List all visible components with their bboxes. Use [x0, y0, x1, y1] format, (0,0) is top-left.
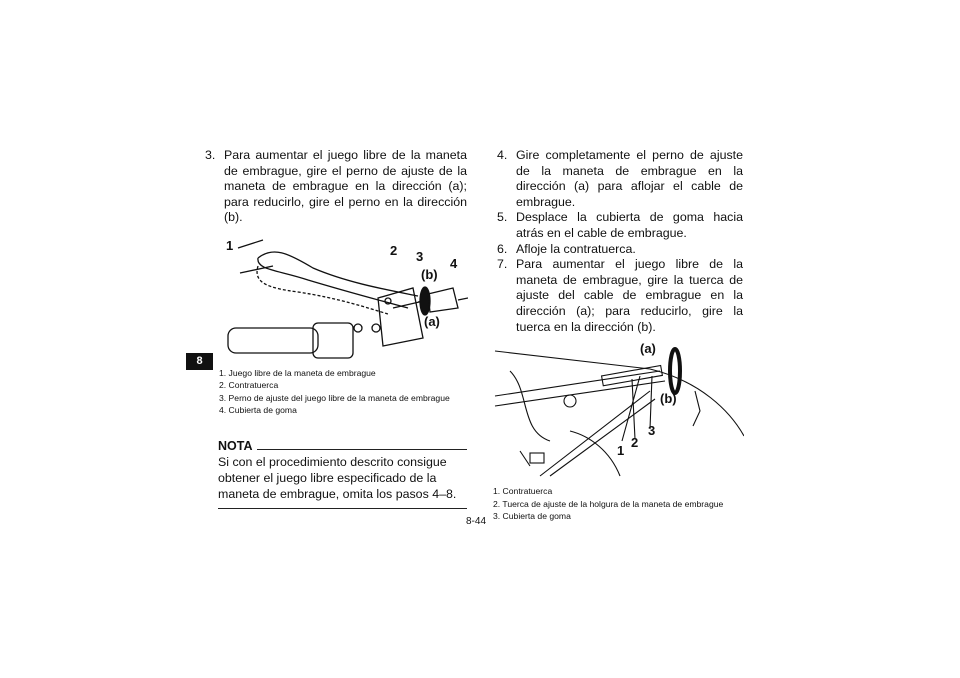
callout-b: (b) — [660, 391, 677, 407]
callout-a: (a) — [640, 341, 656, 357]
left-column — [205, 148, 467, 509]
callout-2: 2 — [390, 242, 398, 258]
clutch-cable-illustration — [490, 341, 744, 481]
callout-1: 1 — [226, 237, 234, 253]
callout-2: 2 — [631, 435, 639, 451]
callout-a: (a) — [424, 313, 440, 329]
callout-4: 4 — [450, 255, 458, 271]
figure1-captions: 1. Juego libre de la maneta de embrague 2. Contratuerca 3. Perno de ajuste del juego libre de la maneta de embrague 4. Cubierta de goma — [219, 367, 450, 416]
callout-b: (b) — [421, 266, 438, 282]
step-4: 4. Gire completamente el perno de ajuste de la maneta de embrague en la dirección (a) para aflojar el cable de embrague. — [497, 148, 743, 209]
note-title: NOTA — [218, 438, 253, 453]
figure2-captions: 1. Contratuerca 2. Tuerca de ajuste de la holgura de la maneta de embrague 3. Cubierta de goma — [493, 486, 724, 522]
note-text: Si con el procedimiento descrito consigue obtener el juego libre especificado de la maneta de embrague, omita los pasos 4–8. — [218, 454, 457, 501]
step-5: 5. Desplace la cubierta de goma hacia atrás en el cable de embrague. — [497, 210, 743, 240]
step-7: 7. Para aumentar el juego libre de la maneta de embrague, gire la tuerca de ajuste del cable de embrague en la dirección (a); para reducirlo, gire la tuerca en la dirección (b). — [497, 257, 743, 334]
page-number: 8-44 — [466, 516, 487, 527]
callout-3: 3 — [416, 248, 424, 264]
note-box — [218, 439, 467, 509]
step-3: 3. Para aumentar el juego libre de la maneta de embrague, gire el perno de ajuste de la maneta de embrague en la dirección (a); para reducirlo, gire el perno en la dirección (b). — [205, 148, 467, 225]
right-column — [493, 148, 743, 523]
step-6: 6. Afloje la contratuerca. — [497, 241, 636, 256]
chapter-tab: 8 — [186, 353, 213, 370]
clutch-lever-illustration — [218, 228, 468, 363]
callout-3: 3 — [648, 423, 656, 439]
callout-1: 1 — [617, 443, 625, 459]
